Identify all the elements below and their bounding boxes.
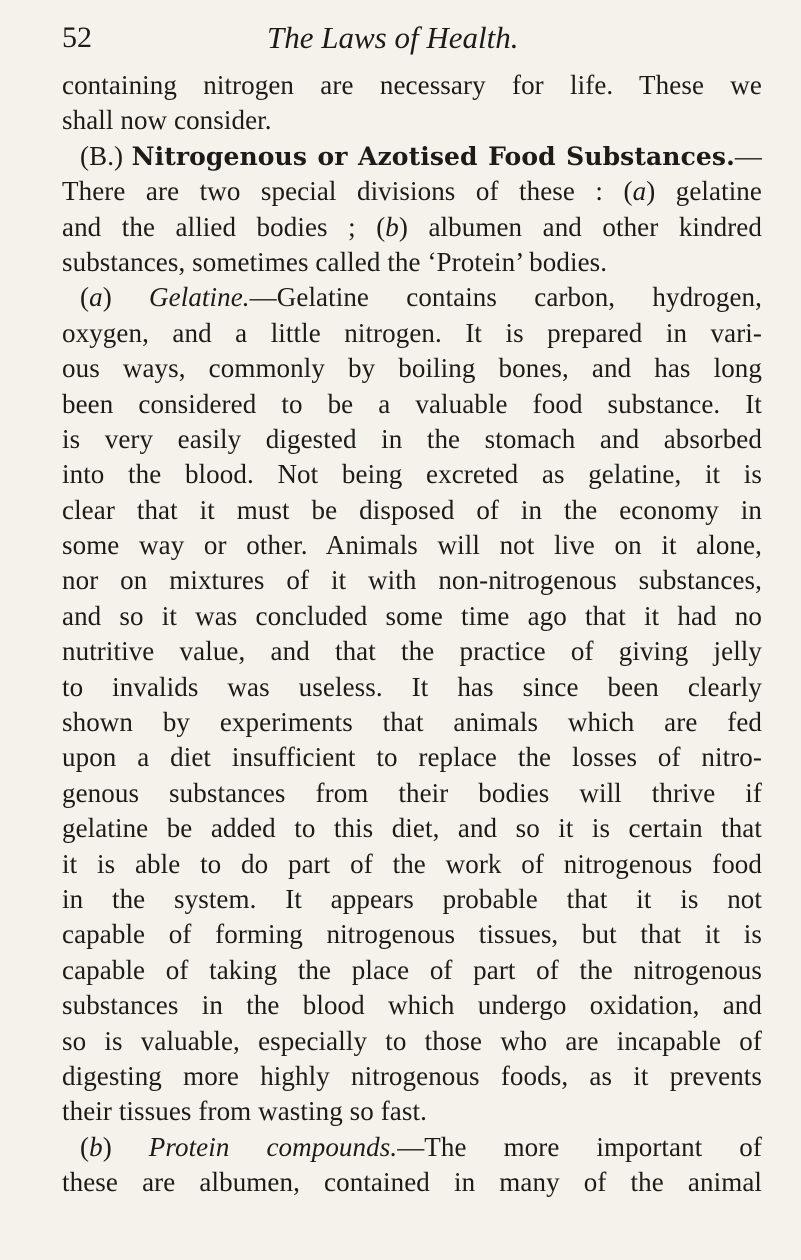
text-line: it is able to do part of the work of nitrogenous food (62, 848, 762, 879)
text-line: clear that it must be disposed of in the economy in (62, 494, 762, 525)
text-line: upon a diet insufficient to replace the losses of nitro- (62, 742, 762, 773)
subsection-line: (a) Gelatine.—Gelatine contains carbon, hydrogen, (80, 282, 762, 313)
text-line: to invalids was useless. It has since been clearly (62, 671, 762, 702)
text-line: shown by experiments that animals which are fed (62, 707, 762, 738)
running-title: The Laws of Health. (267, 20, 519, 55)
subsection-heading: Gelatine. (149, 282, 250, 313)
section-heading: Nitrogenous or Azotised Food Substances. (131, 141, 735, 171)
text-line: genous substances from their bodies will thrive if (62, 777, 762, 808)
text-line: substances, sometimes called the ‘Protein’ bodies. (62, 246, 608, 277)
running-header (62, 16, 762, 60)
text-line: these are albumen, contained in many of the animal (62, 1167, 762, 1198)
section-heading-line: (B.) Nitrogenous or Azotised Food Substances.— (80, 140, 762, 171)
text-line: in the system. It appears probable that it is not (62, 883, 762, 914)
text-line: so is valuable, especially to those who are incapable of (62, 1025, 762, 1056)
text-line: capable of taking the place of part of the nitrogenous (62, 954, 762, 985)
page-number: 52 (62, 21, 92, 54)
text-line: been considered to be a valuable food substance. It (62, 388, 762, 419)
subsection-heading: Protein compounds. (148, 1131, 398, 1162)
text-line: substances in the blood which undergo oxidation, and (62, 990, 762, 1021)
text-line: is very easily digested in the stomach and absorbed (62, 423, 762, 454)
text-line: There are two special divisions of these : (a) gelatine (62, 176, 762, 207)
text-line: ous ways, commonly by boiling bones, and has long (62, 353, 762, 384)
subsection-line: (b) Protein compounds.—The more important of (80, 1131, 762, 1162)
text-line: and the allied bodies ; (b) albumen and other kindred (62, 211, 762, 242)
text-line: containing nitrogen are necessary for life. These we (62, 70, 762, 100)
text-line: their tissues from wasting so fast. (62, 1096, 427, 1127)
text-line: digesting more highly nitrogenous foods, as it prevents (62, 1060, 762, 1091)
text-line: shall now consider. (62, 105, 272, 136)
text-line: gelatine be added to this diet, and so it is certain that (62, 813, 762, 844)
text-line: oxygen, and a little nitrogen. It is prepared in vari- (62, 317, 762, 348)
text-line: some way or other. Animals will not live on it alone, (62, 530, 762, 561)
text-line: nutritive value, and that the practice of giving jelly (62, 636, 762, 667)
text-line: nor on mixtures of it with non-nitrogenous substances, (62, 565, 762, 596)
body-text (62, 68, 762, 1201)
text-line: into the blood. Not being excreted as gelatine, it is (62, 459, 762, 490)
text-line: capable of forming nitrogenous tissues, but that it is (62, 919, 762, 950)
text-line: and so it was concluded some time ago that it had no (62, 600, 762, 631)
